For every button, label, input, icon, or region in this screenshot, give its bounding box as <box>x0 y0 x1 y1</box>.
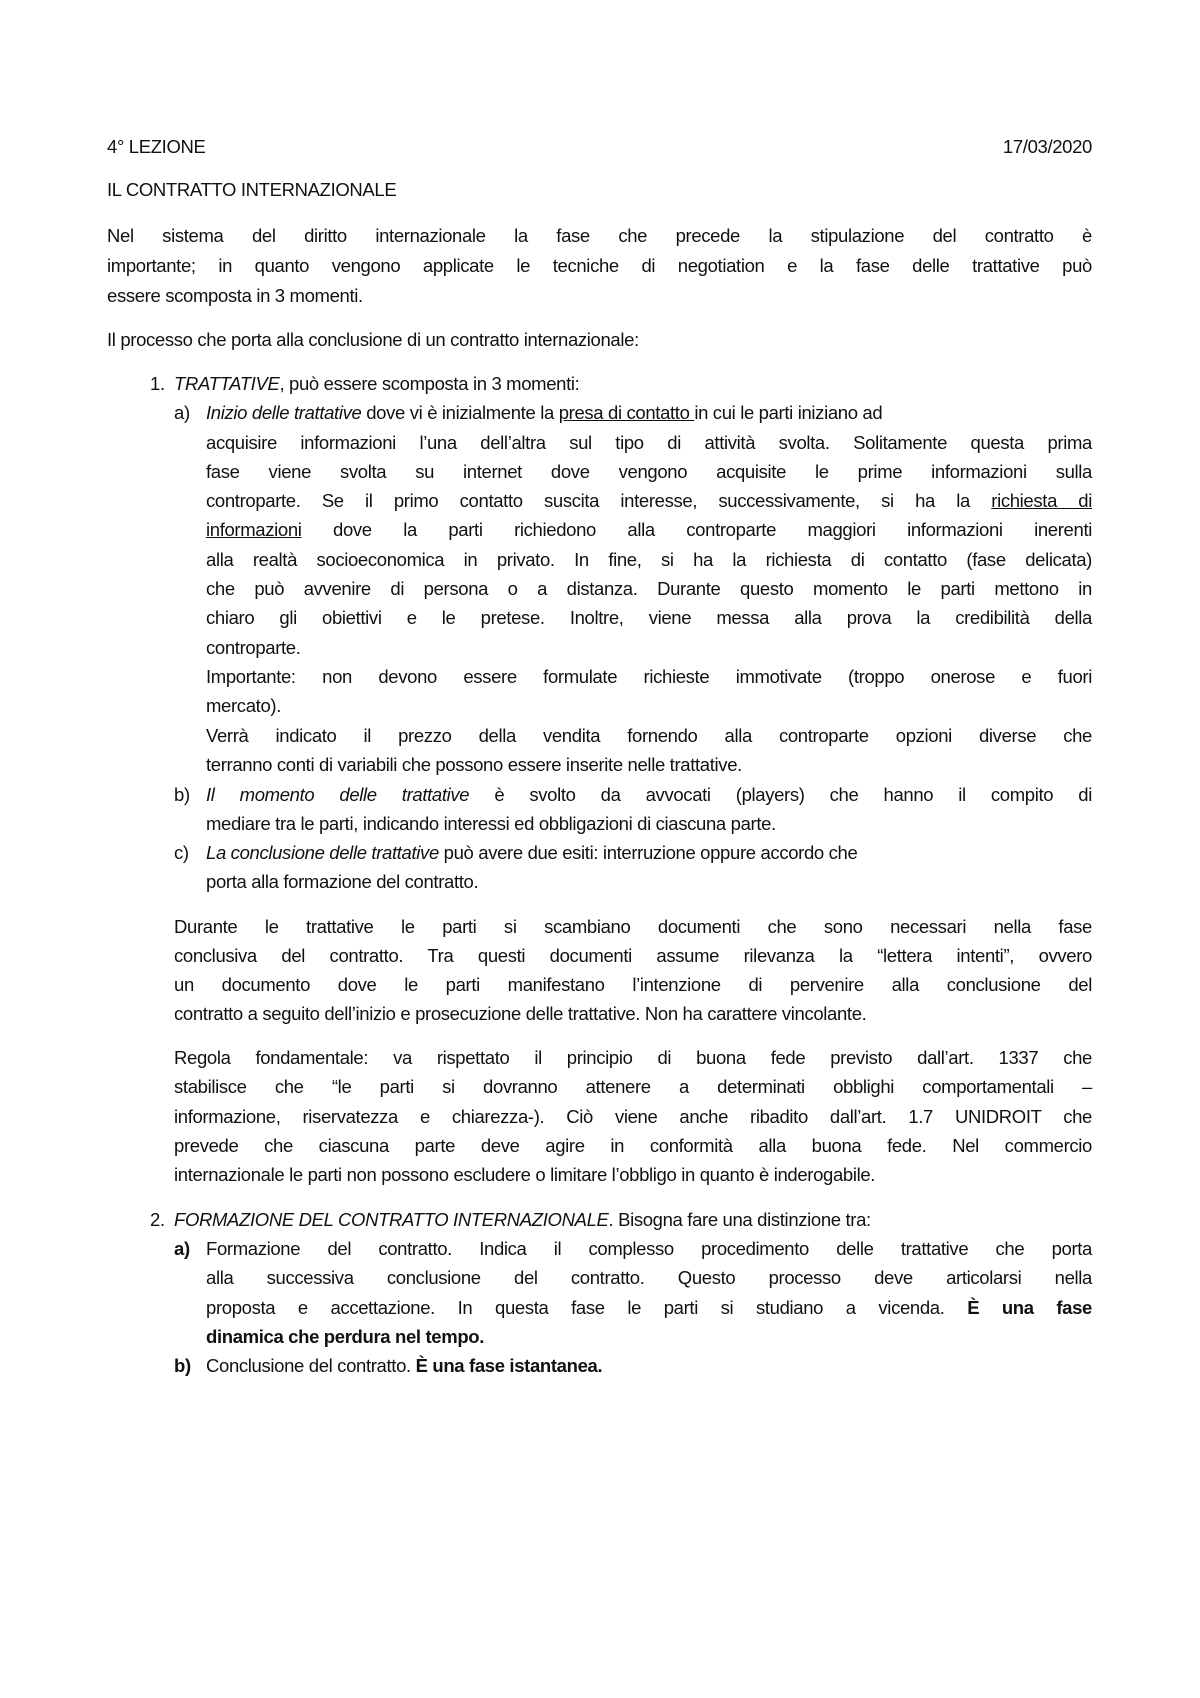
item-2b-bold: È una fase istantanea. <box>415 1355 603 1376</box>
regola-line-4: prevede che ciascuna parte deve agire in conformità alla buona fede. Nel commercio <box>174 1135 1092 1156</box>
item-2b-text: Conclusione del contratto. <box>206 1355 416 1376</box>
section2-heading <box>174 1208 871 1232</box>
section1-heading-italic: TRATTATIVE <box>174 373 280 394</box>
durante-line-2: conclusiva del contratto. Tra questi documenti assume rilevanza la “lettera intenti”, ovvero <box>174 945 1092 966</box>
item-1a-marker: a) <box>174 402 190 423</box>
item-1a-line-5-text: dove la parti richiedono alla controparte maggiori informazioni inerenti <box>301 519 1092 540</box>
item-1b-line-2: mediare tra le parti, indicando interessi ed obbligazioni di ciascuna parte. <box>206 813 776 834</box>
lesson-number: 4° LEZIONE <box>107 136 206 157</box>
item-2a-line-2: alla successiva conclusione del contratto. Questo processo deve articolarsi nella <box>206 1267 1092 1288</box>
intro-line-3: essere scomposta in 3 momenti. <box>107 285 363 306</box>
item-1a-text: dove vi è inizialmente la <box>361 402 559 423</box>
item-1b-marker: b) <box>174 784 190 805</box>
lesson-date: 17/03/2020 <box>1002 136 1092 157</box>
item-1c-line-2: porta alla formazione del contratto. <box>206 871 479 892</box>
informazioni-underlined: informazioni <box>206 519 302 540</box>
item-2a-line-3-bold: È una fase <box>967 1297 1092 1318</box>
richiesta-di-underlined: richiesta di <box>991 490 1092 511</box>
item-1b-italic: Il momento delle trattative <box>206 784 470 805</box>
item-2b-line <box>206 1354 602 1378</box>
item-2a-line-3-text: proposta e accettazione. In questa fase le parti si studiano a vicenda. <box>206 1297 968 1318</box>
durante-line-1: Durante le trattative le parti si scambiano documenti che sono necessari nella fase <box>174 916 1092 937</box>
regola-line-3: informazione, riservatezza e chiarezza-). Ciò viene anche ribadito dall’art. 1.7 UNIDROIT che <box>174 1106 1092 1127</box>
durante-line-3: un documento dove le parti manifestano l’intenzione di pervenire alla conclusione del <box>174 974 1092 995</box>
item-1a-line-2: acquisire informazioni l’una dell’altra sul tipo di attività svolta. Solitamente questa prima <box>206 432 1092 453</box>
intro-line-2: importante; in quanto vengono applicate le tecniche di negotiation e la fase delle trattative può <box>107 255 1092 276</box>
regola-line-2: stabilisce che “le parti si dovranno attenere a determinati obblighi comportamentali – <box>174 1076 1092 1097</box>
item-1a-line-7: che può avvenire di persona o a distanza. Durante questo momento le parti mettono in <box>206 578 1092 599</box>
regola-line-1: Regola fondamentale: va rispettato il principio di buona fede previsto dall’art. 1337 che <box>174 1047 1092 1068</box>
item-1a-line-8: chiaro gli obiettivi e le pretese. Inoltre, viene messa alla prova la credibilità della <box>206 607 1092 628</box>
item-2a-marker: a) <box>174 1238 190 1259</box>
item-1b-text: è svolto da avvocati (players) che hanno il compito di <box>469 784 1092 805</box>
item-1c-text: può avere due esiti: interruzione oppure accordo che <box>438 842 858 863</box>
section2-heading-rest: . Bisogna fare una distinzione tra: <box>608 1209 871 1230</box>
regola-line-5: internazionale le parti non possono escludere o limitare l’obbligo in quanto è inderogabile. <box>174 1164 876 1185</box>
section1-heading <box>174 372 579 396</box>
item-1b-line-1 <box>206 783 1092 807</box>
section2-heading-italic: FORMAZIONE DEL CONTRATTO INTERNAZIONALE <box>174 1209 609 1230</box>
intro-line-1: Nel sistema del diritto internazionale la fase che precede la stipulazione del contratto è <box>107 225 1092 246</box>
item-2a-line-3 <box>206 1296 1092 1320</box>
item-1c-marker: c) <box>174 842 189 863</box>
item-1a-line-1 <box>206 401 882 425</box>
item-2b-marker: b) <box>174 1355 191 1376</box>
item-1c-italic: La conclusione delle trattative <box>206 842 439 863</box>
item-1a-line-10: Importante: non devono essere formulate richieste immotivate (troppo onerose e fuori <box>206 666 1092 687</box>
item-1a-line-11: mercato). <box>206 695 281 716</box>
item-1a-line-4-text: controparte. Se il primo contatto suscita interesse, successivamente, si ha la <box>206 490 992 511</box>
item-1a-line-4 <box>206 489 1092 513</box>
item-1a-text-end: in cui le parti iniziano ad <box>694 402 883 423</box>
item-1a-line-3: fase viene svolta su internet dove vengono acquisite le prime informazioni sulla <box>206 461 1092 482</box>
item-1a-line-13: terranno conti di variabili che possono essere inserite nelle trattative. <box>206 754 742 775</box>
item-2a-line-1: Formazione del contratto. Indica il complesso procedimento delle trattative che porta <box>206 1238 1092 1259</box>
durante-line-4: contratto a seguito dell’inizio e prosecuzione delle trattative. Non ha carattere vincolante. <box>174 1003 867 1024</box>
item-1a-line-9: controparte. <box>206 637 301 658</box>
process-intro: Il processo che porta alla conclusione di un contratto internazionale: <box>107 329 639 350</box>
item-1a-line-5 <box>206 518 1092 542</box>
item-1a-line-6: alla realtà socioeconomica in privato. In fine, si ha la richiesta di contatto (fase delicata) <box>206 549 1092 570</box>
section2-number: 2. <box>150 1209 165 1230</box>
section1-number: 1. <box>150 373 165 394</box>
item-1a-italic: Inizio delle trattative <box>206 402 362 423</box>
item-1c-line-1 <box>206 841 857 865</box>
section1-heading-rest: , può essere scomposta in 3 momenti: <box>279 373 580 394</box>
presa-di-contatto-underlined: presa di contatto <box>558 402 695 423</box>
item-1a-line-12: Verrà indicato il prezzo della vendita fornendo alla controparte opzioni diverse che <box>206 725 1092 746</box>
item-2a-line-4: dinamica che perdura nel tempo. <box>206 1326 485 1347</box>
page-title: IL CONTRATTO INTERNAZIONALE <box>107 179 397 200</box>
